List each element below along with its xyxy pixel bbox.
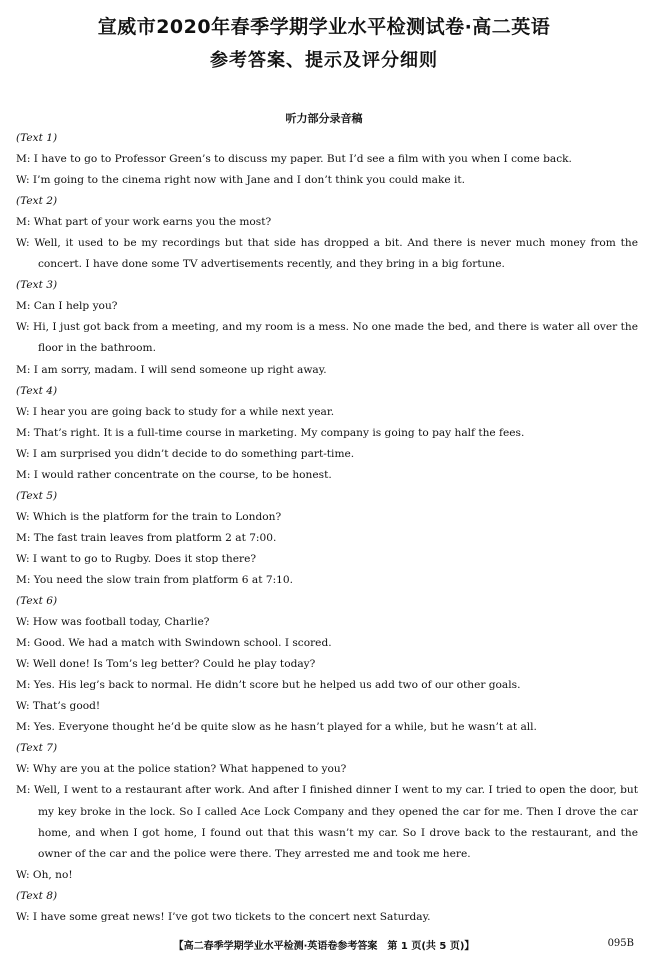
text-number-label — [16, 191, 638, 212]
dialogue-line: M: Yes. Everyone thought he’d be quite slow as he hasn’t played for a while, but he wasn’t at all. — [16, 721, 537, 734]
dialogue-line: W: I’m going to the cinema right now with Jane and I don’t think you could make it. — [16, 174, 466, 187]
text-number-label — [16, 886, 638, 907]
dialogue-line: W: I am surprised you didn’t decide to do something part-time. — [16, 447, 355, 460]
dialogue-line: M: I am sorry, madam. I will send someone up right away. — [16, 363, 327, 376]
text-number-label — [16, 128, 638, 149]
dialogue-line: W: Why are you at the police station? What happened to you? — [16, 763, 347, 776]
document-title: 宣威市2020年春季学期学业水平检测试卷·高二英语 — [97, 16, 551, 38]
transcript — [16, 128, 638, 928]
dialogue-line: W: I hear you are going back to study for a while next year. — [16, 405, 335, 418]
dialogue-line: M: That’s right. It is a full-time course in marketing. My company is going to pay half the fees. — [16, 426, 525, 439]
text-number-label — [16, 275, 638, 296]
document-subtitle: 参考答案、提示及评分细则 — [210, 50, 438, 71]
dialogue-line: M: What part of your work earns you the most? — [16, 216, 272, 229]
text-number-label — [16, 738, 638, 759]
text-number-label — [16, 381, 638, 402]
dialogue-line: W: I want to go to Rugby. Does it stop there? — [16, 552, 257, 565]
text-label: (Text 5) — [16, 489, 58, 502]
dialogue-line: W: Oh, no! — [16, 868, 73, 881]
dialogue-line: M: I have to go to Professor Green’s to discuss my paper. But I’d see a film with you when I come back. — [16, 153, 572, 166]
dialogue-line: W: Which is the platform for the train to London? — [16, 510, 282, 523]
exam-code: 095B — [607, 938, 634, 949]
text-label: (Text 4) — [16, 384, 58, 397]
text-number-label — [16, 486, 638, 507]
dialogue-line: M: Good. We had a match with Swindown school. I scored. — [16, 637, 332, 650]
text-number-label — [16, 591, 638, 612]
dialogue-line: W: Well, it used to be my recordings but that side has dropped a bit. And there is never much money from the concert. I have done some TV advertisements recently, and they bring in a big fortune. — [16, 237, 638, 271]
dialogue-line: M: You need the slow train from platform 6 at 7:10. — [16, 573, 294, 586]
text-label: (Text 2) — [16, 195, 58, 208]
dialogue-line: M: Can I help you? — [16, 300, 118, 313]
section-title: 听力部分录音稿 — [285, 112, 363, 125]
dialogue-line: M: Well, I went to a restaurant after work. And after I finished dinner I went to my car. I tried to open the door, but my key broke in the lock. So I called Ace Lock Company and they opened the car for me. Then I drove the car home, and when I got home, I found out that this wasn’t my car. So I drove back to the restaurant, and the owner of the car and the police were there. They arrested me and took me here. — [16, 784, 638, 860]
text-label: (Text 3) — [16, 279, 58, 292]
dialogue-line: M: The fast train leaves from platform 2 at 7:00. — [16, 531, 277, 544]
dialogue-line: M: Yes. His leg’s back to normal. He didn’t score but he helped us add two of our other goals. — [16, 679, 521, 692]
text-label: (Text 6) — [16, 595, 58, 608]
text-label: (Text 7) — [16, 742, 58, 755]
dialogue-line: W: Well done! Is Tom’s leg better? Could he play today? — [16, 658, 316, 671]
text-label: (Text 1) — [16, 132, 58, 144]
dialogue-line: W: That’s good! — [16, 700, 101, 713]
dialogue-line: M: I would rather concentrate on the course, to be honest. — [16, 468, 332, 481]
text-label: (Text 8) — [16, 889, 58, 902]
dialogue-line: W: Hi, I just got back from a meeting, and my room is a mess. No one made the bed, and there is water all over the floor in the bathroom. — [16, 321, 638, 355]
dialogue-line: W: How was football today, Charlie? — [16, 616, 210, 629]
page-footer: 【高二春季学期学业水平检测·英语卷参考答案 第 1 页(共 5 页)】 — [173, 941, 475, 952]
dialogue-line: W: I have some great news! I’ve got two tickets to the concert next Saturday. — [16, 910, 431, 923]
